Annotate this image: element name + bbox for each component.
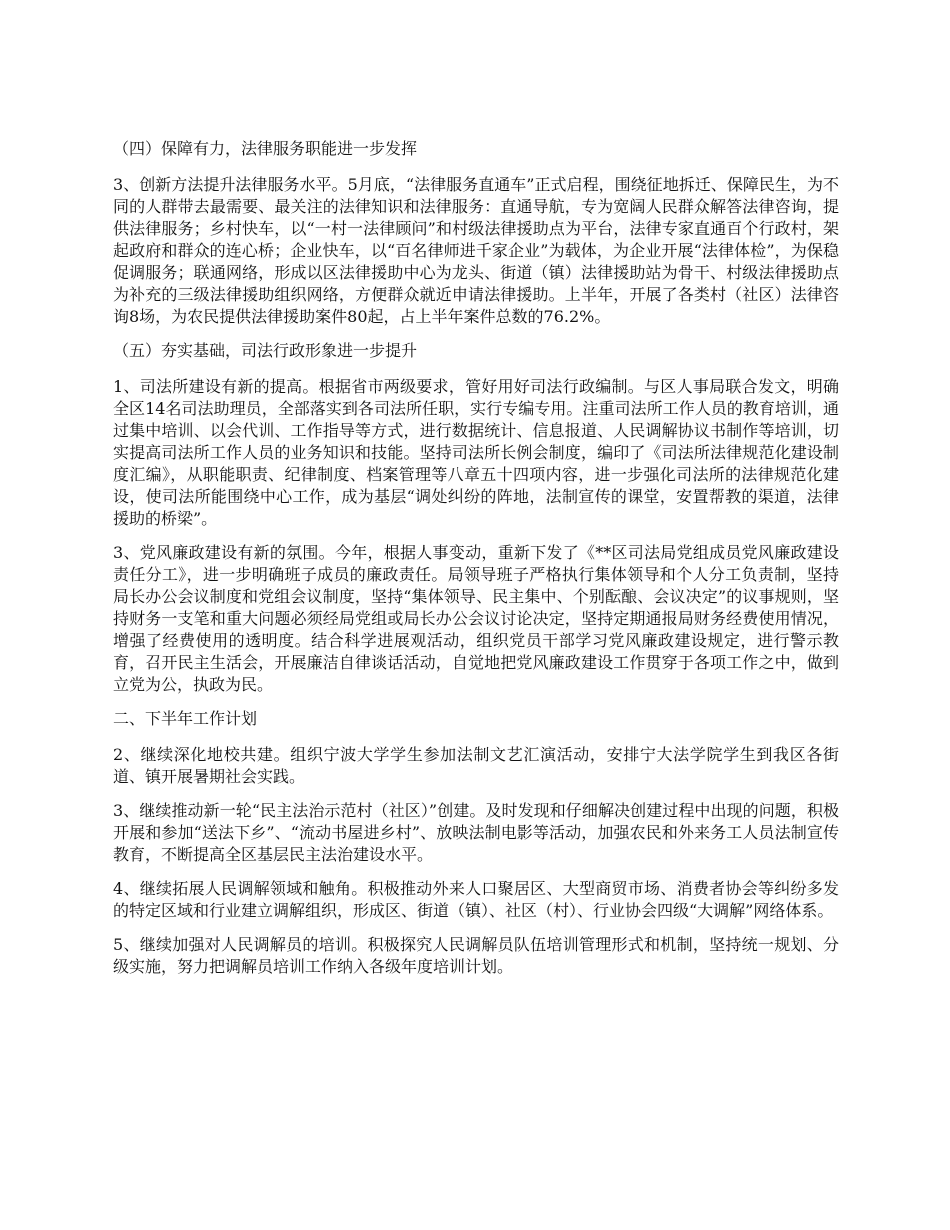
section-heading-plan: 二、下半年工作计划: [113, 709, 258, 728]
paragraph-plan-4: 4、继续拓展人民调解领域和触角。积极推动外来人口聚居区、大型商贸市场、消费者协会等纠纷多发的特定区域和行业建立调解组织，形成区、街道（镇）、社区（村）、行业协会四级“大调解”网络体系。: [113, 879, 839, 920]
section-heading-4: （四）保障有力，法律服务职能进一步发挥: [113, 139, 418, 158]
paragraph-party-integrity: 3、党风廉政建设有新的氛围。今年，根据人事变动，重新下发了《**区司法局党组成员党风廉政建设责任分工》，进一步明确班子成员的廉政责任。局领导班子严格执行集体领导和个人分工负责制，坚持局长办公会议制度和党组会议制度，坚持“集体领导、民主集中、个别酝酿、会议决定”的议事规则，坚持财务一支笔和重大问题必须经局党组或局长办公会议讨论决定，坚持定期通报局财务经费使用情况，增强了经费使用的透明度。结合科学进展观活动，组织党员干部学习党风廉政建设规定，进行警示教育，召开民主生活会，开展廉洁自律谈话活动，自觉地把党风廉政建设工作贯穿于各项工作之中，做到立党为公，执政为民。: [113, 543, 839, 694]
paragraph-plan-2: 2、继续深化地校共建。组织宁波大学学生参加法制文艺汇演活动，安排宁大法学院学生到我区各街道、镇开展暑期社会实践。: [113, 745, 839, 786]
paragraph-plan-5: 5、继续加强对人民调解员的培训。积极探究人民调解员队伍培训管理形式和机制，坚持统一规划、分级实施，努力把调解员培训工作纳入各级年度培训计划。: [113, 935, 839, 976]
paragraph-plan-3: 3、继续推动新一轮“民主法治示范村（社区）”创建。及时发现和仔细解决创建过程中出现的问题，积极开展和参加“送法下乡”、“流动书屋进乡村”、放映法制电影等活动，加强农民和外来务工人员法制宣传教育，不断提高全区基层民主法治建设水平。: [113, 801, 839, 864]
paragraph-legal-service: 3、创新方法提升法律服务水平。5月底，“法律服务直通车”正式启程，围绕征地拆迁、保障民生，为不同的人群带去最需要、最关注的法律知识和法律服务：直通导航，专为宽阔人民群众解答法律咨询，提供法律服务；乡村快车，以“一村一法律顾问”和村级法律援助点为平台，法律专家直通百个行政村，架起政府和群众的连心桥；企业快车，以“百名律师进千家企业”为载体，为企业开展“法律体检”，为保稳促调服务；联通网络，形成以区法律援助中心为龙头、街道（镇）法律援助站为骨干、村级法律援助点为补充的三级法律援助组织网络，方便群众就近申请法律援助。上半年，开展了各类村（社区）法律咨询8场，为农民提供法律援助案件80起，占上半年案件总数的76.2%。: [113, 175, 839, 326]
section-heading-5: （五）夯实基础，司法行政形象进一步提升: [113, 341, 418, 360]
paragraph-judicial-office: 1、司法所建设有新的提高。根据省市两级要求，管好用好司法行政编制。与区人事局联合发文，明确全区14名司法助理员，全部落实到各司法所任职，实行专编专用。注重司法所工作人员的教育培训，通过集中培训、以会代训、工作指导等方式，进行数据统计、信息报道、人民调解协议书制作等培训，切实提高司法所工作人员的业务知识和技能。坚持司法所长例会制度，编印了《司法所法律规范化建设制度汇编》，从职能职责、纪律制度、档案管理等八章五十四项内容，进一步强化司法所的法律规范化建设，使司法所能围绕中心工作，成为基层“调处纠纷的阵地，法制宣传的课堂，安置帮教的渠道，法律援助的桥梁”。: [113, 377, 839, 528]
document-body: [113, 138, 839, 990]
